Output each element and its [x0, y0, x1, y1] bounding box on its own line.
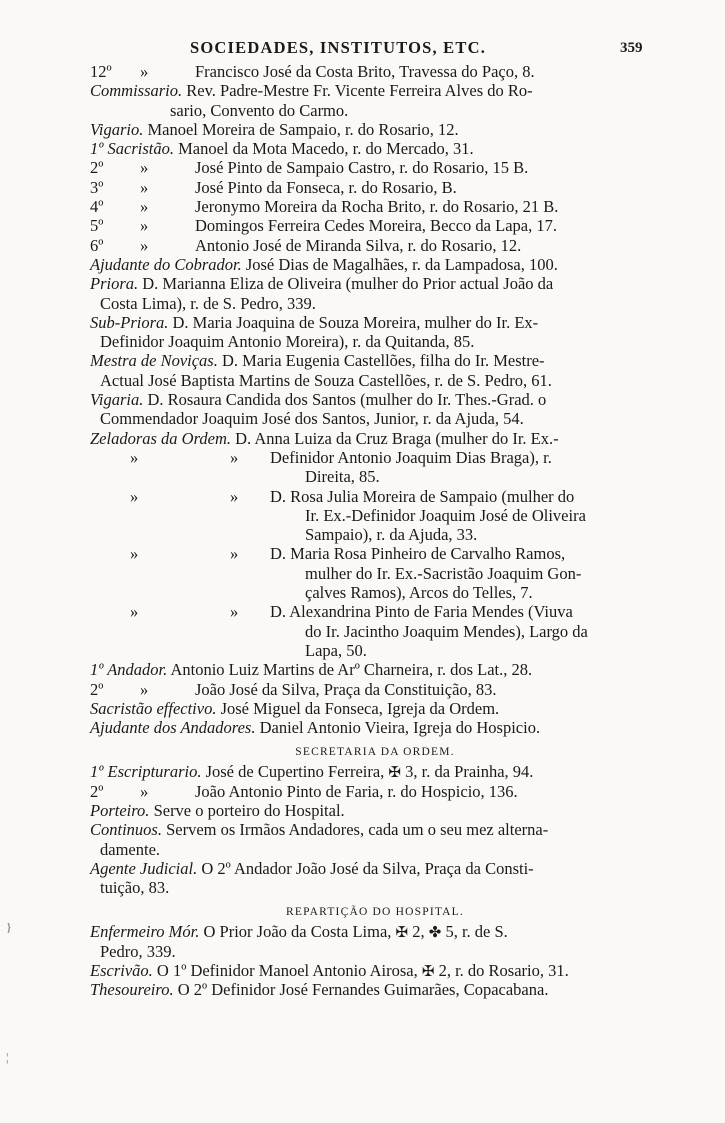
entry-text: Definidor Antonio Joaquim Dias Braga), r.	[270, 447, 552, 467]
page-number: 359	[620, 40, 643, 56]
entry-label: Vigaria.	[90, 390, 144, 410]
entry-text: Francisco José da Costa Brito, Travessa do Paço, 8.	[195, 62, 535, 81]
text-line	[90, 236, 660, 255]
ditto-mark: »	[230, 544, 239, 564]
continuation-text: Definidor Joaquim Antonio Moreira), r. da Quitanda, 85.	[100, 332, 475, 352]
text-line	[90, 390, 660, 409]
entry-text: Daniel Antonio Vieira, Igreja do Hospicio.	[259, 718, 541, 738]
ditto-mark: »	[130, 602, 139, 622]
entry-text: D. Maria Rosa Pinheiro de Carvalho Ramos,	[270, 544, 566, 564]
entry-text: D. Rosaura Candida dos Santos (mulher do Ir. Thes.-Grad. o	[147, 390, 547, 410]
entry-text: D. Anna Luiza da Cruz Braga (mulher do Ir. Ex.-	[235, 428, 559, 448]
text-line	[90, 525, 660, 544]
continuation-text: Ir. Ex.-Definidor Joaquim José de Oliveira	[305, 505, 586, 525]
text-line	[90, 583, 660, 602]
entry-text: Manoel da Mota Macedo, r. do Mercado, 31.	[178, 139, 474, 159]
text-line	[90, 255, 660, 274]
ditto-mark: »	[130, 447, 139, 467]
ditto-mark: »	[140, 781, 149, 801]
entry-ordinal: 3º	[90, 177, 104, 197]
entry-label: Priora.	[90, 274, 139, 294]
entry-text-cont: 2, r. do Rosario, 31.	[438, 961, 569, 981]
entry-text: Servem os Irmãos Andadores, cada um o seu mez alterna-	[166, 820, 549, 840]
entry-label: Vigario.	[90, 119, 144, 139]
continuation-text: Costa Lima), r. de S. Pedro, 339.	[100, 293, 316, 313]
entry-label: 1º Escripturario.	[90, 762, 202, 782]
ditto-mark: »	[130, 486, 139, 506]
entry-text-cont: 3, r. da Prainha, 94.	[405, 762, 534, 782]
text-line	[90, 81, 660, 100]
text-line	[90, 699, 660, 718]
text-line	[90, 448, 660, 467]
document-body	[90, 62, 660, 1000]
text-line	[90, 178, 660, 197]
text-line	[90, 602, 660, 621]
entry-text-cont: 2,	[412, 922, 425, 942]
continuation-text: Sampaio), r. da Ajuda, 33.	[305, 525, 478, 545]
entry-text: D. Alexandrina Pinto de Faria Mendes (Viuva	[270, 602, 573, 622]
text-line	[90, 622, 660, 641]
text-line	[90, 564, 660, 583]
entry-text: Jeronymo Moreira da Rocha Brito, r. do Rosario, 21 B.	[195, 197, 559, 217]
ditto-mark: »	[140, 158, 149, 178]
continuation-text: damente.	[100, 839, 161, 859]
entry-text: O 2º Definidor José Fernandes Guimarães, Copacabana.	[177, 980, 549, 1000]
entry-text: O 2º Andador João José da Silva, Praça da Consti-	[201, 858, 534, 878]
entry-ordinal: 2º	[90, 781, 104, 801]
text-line	[90, 942, 660, 961]
entry-label: Continuos.	[90, 820, 162, 840]
text-line	[90, 980, 660, 999]
text-line	[90, 660, 660, 679]
text-line	[90, 680, 660, 699]
text-line	[90, 101, 660, 120]
entry-label: Ajudante do Cobrador.	[90, 254, 242, 274]
text-line	[90, 351, 660, 370]
ditto-mark: »	[140, 216, 149, 236]
continuation-text: Direita, 85.	[305, 467, 380, 487]
text-line	[90, 782, 660, 801]
text-line	[90, 409, 660, 428]
continuation-text: mulher do Ir. Ex.-Sacristão Joaquim Gon-	[305, 563, 582, 583]
entry-label: Sacristão effectivo.	[90, 698, 217, 718]
cross-symbol-icon: ✠	[421, 964, 435, 981]
entry-label: Porteiro.	[90, 800, 150, 820]
entry-text: D. Marianna Eliza de Oliveira (mulher do Prior actual João da	[142, 274, 554, 294]
cross-symbol-icon: ✠	[388, 765, 401, 782]
entry-text: Antonio José de Miranda Silva, r. do Rosario, 12.	[195, 235, 522, 255]
text-line	[90, 641, 660, 660]
cross-symbol-icon: ✠	[395, 925, 409, 942]
entry-text: José de Cupertino Ferreira,	[205, 762, 385, 782]
text-line	[90, 467, 660, 486]
entry-ordinal: 6º	[90, 235, 104, 255]
entry-label: Thesoureiro.	[90, 980, 174, 1000]
entry-text: José Dias de Magalhães, r. da Lampadosa, 100.	[245, 254, 558, 274]
text-line	[90, 840, 660, 859]
entry-text-cont: 5, r. de S.	[445, 922, 508, 942]
ditto-mark: »	[230, 447, 239, 467]
entry-ordinal: 2º	[90, 158, 104, 178]
continuation-text: Pedro, 339.	[100, 941, 176, 961]
text-line	[90, 158, 660, 177]
ditto-mark: »	[230, 486, 239, 506]
ditto-mark: »	[140, 197, 149, 217]
continuation-text: tuição, 83.	[100, 878, 170, 898]
entry-text: Domingos Ferreira Cedes Moreira, Becco da Lapa, 17.	[195, 216, 557, 236]
entry-label: Escrivão.	[90, 961, 153, 981]
running-header: SOCIEDADES, INSTITUTOS, ETC.	[190, 38, 487, 57]
entry-label: Enfermeiro Mór.	[90, 922, 200, 942]
text-line	[90, 371, 660, 390]
text-line	[90, 762, 660, 781]
continuation-text: Commendador Joaquim José dos Santos, Junior, r. da Ajuda, 54.	[100, 409, 524, 429]
text-line	[90, 820, 660, 839]
entry-ordinal: 12º	[90, 62, 112, 81]
ditto-mark: »	[230, 602, 239, 622]
entry-label: Commissario.	[90, 81, 183, 101]
text-line	[90, 859, 660, 878]
continuation-text: sario, Convento do Carmo.	[170, 100, 349, 120]
entry-text: D. Rosa Julia Moreira de Sampaio (mulher do	[270, 486, 575, 506]
text-line	[90, 197, 660, 216]
entry-text: Rev. Padre-Mestre Fr. Vicente Ferreira Alves do Ro-	[186, 81, 533, 101]
entry-ordinal: 4º	[90, 197, 104, 217]
entry-text: O 1º Definidor Manoel Antonio Airosa,	[156, 961, 418, 981]
text-line	[90, 718, 660, 737]
entry-text: Antonio Luiz Martins de Arº Charneira, r. dos Lat., 28.	[170, 660, 533, 680]
text-line	[90, 332, 660, 351]
ditto-mark: »	[130, 544, 139, 564]
entry-label: Ajudante dos Andadores.	[90, 718, 256, 738]
text-line	[90, 878, 660, 897]
text-line	[90, 544, 660, 563]
text-line	[90, 120, 660, 139]
ditto-mark: »	[140, 235, 149, 255]
ditto-mark: »	[140, 62, 149, 81]
entry-label: Agente Judicial.	[90, 858, 198, 878]
entry-label: Mestra de Noviças.	[90, 351, 218, 371]
continuation-text: çalves Ramos), Arcos do Telles, 7.	[305, 583, 533, 603]
entry-label: Sub-Priora.	[90, 312, 169, 332]
text-line	[90, 506, 660, 525]
margin-bracket: }	[6, 920, 12, 934]
entry-text: Manoel Moreira de Sampaio, r. do Rosario, 12.	[147, 119, 459, 139]
text-line	[90, 216, 660, 235]
text-line	[90, 429, 660, 448]
section-heading: SECRETARIA DA ORDEM.	[295, 746, 455, 759]
text-line	[90, 801, 660, 820]
text-line	[90, 294, 660, 313]
entry-text: João Antonio Pinto de Faria, r. do Hospicio, 136.	[195, 781, 518, 801]
text-line	[90, 961, 660, 980]
entry-ordinal: 2º	[90, 679, 104, 699]
entry-label: 1º Sacristão.	[90, 139, 174, 159]
section-heading: REPARTIÇÃO DO HOSPITAL.	[286, 906, 464, 919]
text-line	[90, 274, 660, 293]
text-line	[90, 922, 660, 941]
entry-text: O Prior João da Costa Lima,	[203, 922, 392, 942]
entry-text: José Pinto da Fonseca, r. do Rosario, B.	[195, 177, 457, 197]
entry-text: Serve o porteiro do Hospital.	[153, 800, 345, 820]
entry-label: Zeladoras da Ordem.	[90, 428, 232, 448]
entry-ordinal: 5º	[90, 216, 104, 236]
entry-text: José Miguel da Fonseca, Igreja da Ordem.	[220, 698, 500, 718]
continuation-text: Lapa, 50.	[305, 640, 367, 660]
continuation-text: Actual José Baptista Martins de Souza Castellões, r. de S. Pedro, 61.	[100, 370, 552, 390]
rose-symbol-icon: ✤	[428, 925, 442, 942]
margin-tick: ¦	[6, 1050, 9, 1064]
text-line	[90, 487, 660, 506]
continuation-text: do Ir. Jacintho Joaquim Mendes), Largo da	[305, 621, 588, 641]
entry-text: João José da Silva, Praça da Constituição, 83.	[195, 679, 497, 699]
entry-text: José Pinto de Sampaio Castro, r. do Rosario, 15 B.	[195, 158, 529, 178]
text-line	[90, 139, 660, 158]
entry-text: D. Maria Joaquina de Souza Moreira, mulher do Ir. Ex-	[172, 312, 539, 332]
text-line	[90, 62, 660, 81]
ditto-mark: »	[140, 177, 149, 197]
entry-text: D. Maria Eugenia Castellões, filha do Ir. Mestre-	[221, 351, 545, 371]
entry-label: 1º Andador.	[90, 660, 168, 680]
text-line	[90, 313, 660, 332]
ditto-mark: »	[140, 679, 149, 699]
